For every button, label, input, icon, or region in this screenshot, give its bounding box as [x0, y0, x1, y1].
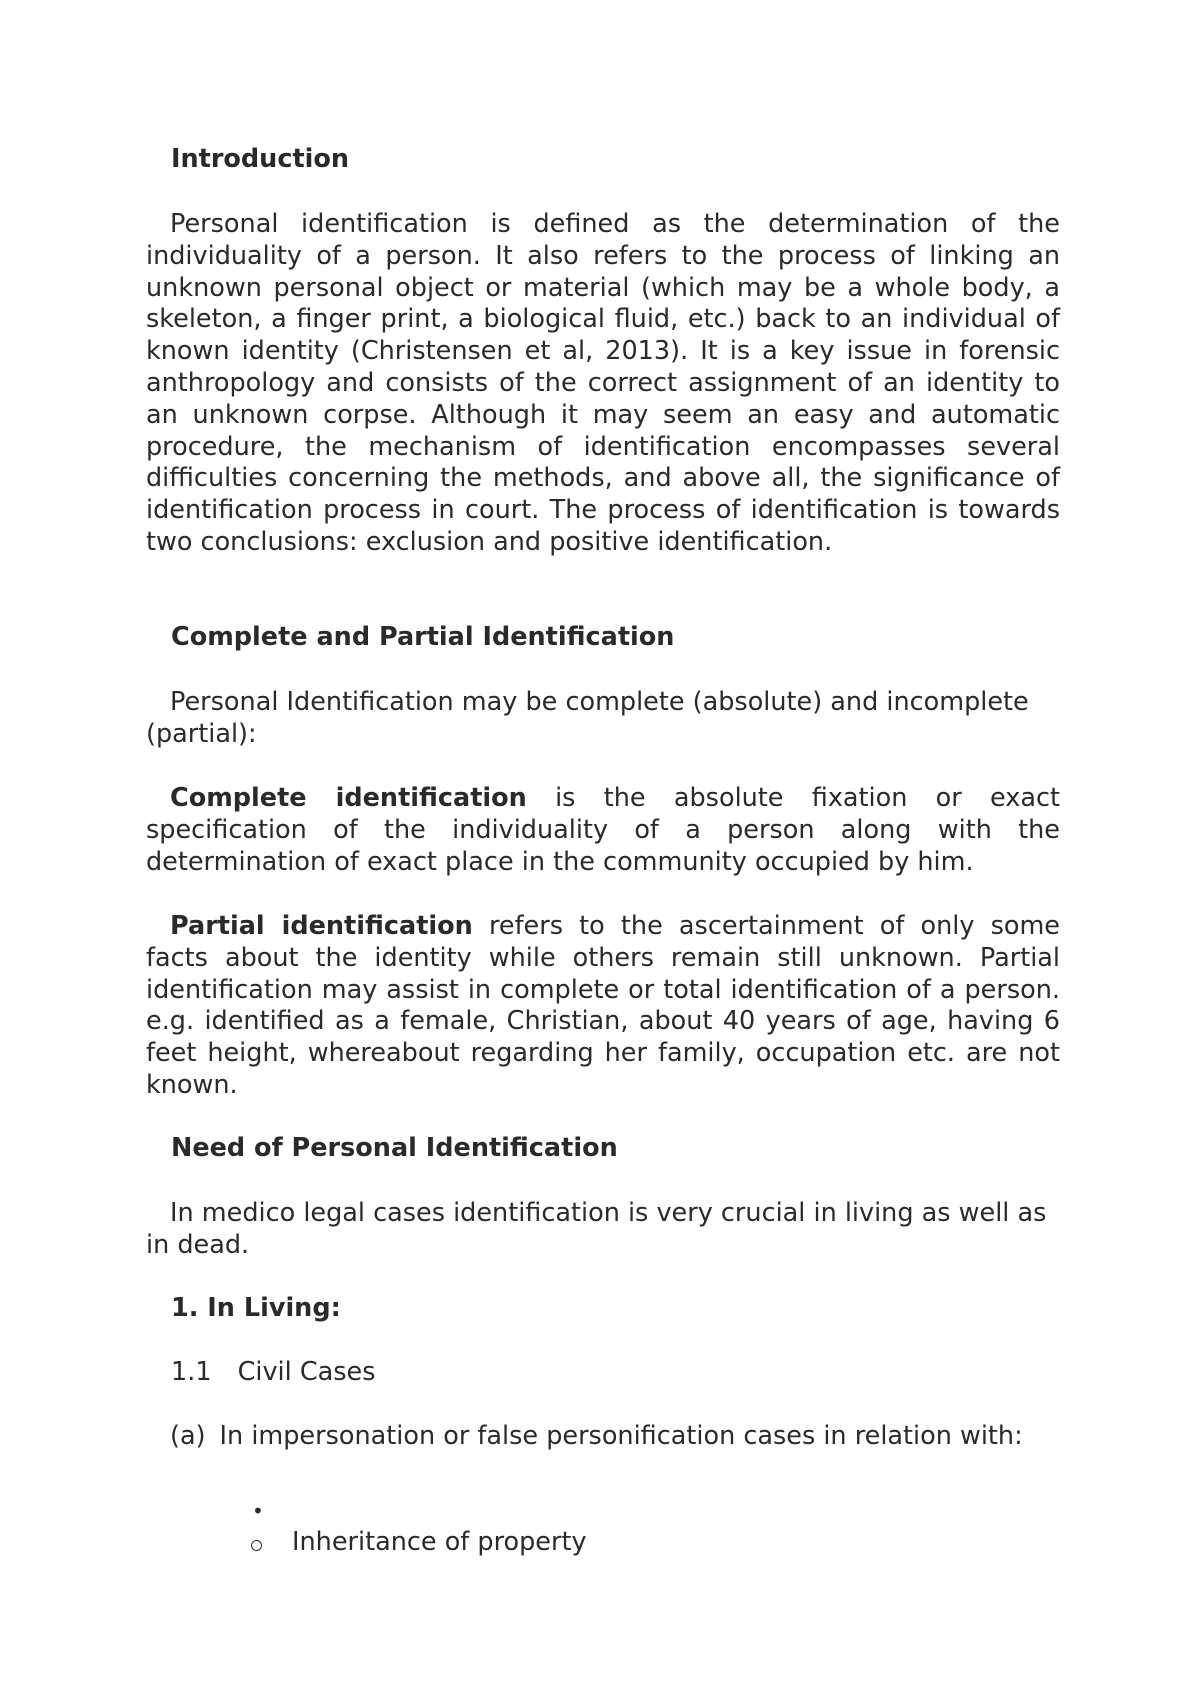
complete-identification-term: Complete identification — [170, 783, 527, 813]
heading-in-living: 1. In Living: — [171, 1293, 341, 1323]
item-a-text: In impersonation or false personification cases in relation with: — [219, 1421, 1023, 1451]
partial-identification-paragraph — [146, 911, 1060, 1102]
circle-bullet-icon — [251, 1540, 262, 1551]
partial-identification-term: Partial identification — [170, 911, 473, 941]
complete-identification-paragraph — [146, 783, 1060, 878]
civil-cases-line — [171, 1357, 1085, 1389]
sub-item-inheritance: Inheritance of property — [292, 1527, 587, 1557]
heading-complete-partial: Complete and Partial Identification — [171, 622, 675, 652]
civil-cases-number: 1.1 — [171, 1357, 212, 1387]
complete-partial-paragraph: Personal Identification may be complete (absolute) and incomplete (partial): — [146, 687, 1029, 749]
civil-cases-label: Civil Cases — [237, 1357, 376, 1387]
item-a-label: (a) — [170, 1421, 206, 1451]
heading-introduction: Introduction — [171, 144, 350, 174]
bullet-icon: • — [252, 1499, 264, 1523]
item-a-paragraph — [146, 1421, 1060, 1453]
heading-need-identification: Need of Personal Identification — [171, 1133, 618, 1163]
partial-identification-text: refers to the ascertainment of only some facts about the identity while others remain still unknown. Partial identification may assist in complete or total identification of a person. e.g. identified as a female, Christian, about 40 years of age, having 6 feet height, whereabout regarding her family, occupation etc. are not known. — [146, 911, 1060, 1100]
complete-identification-text: is the absolute fixation or exact specification of the individuality of a person along with the determination of exact place in the community occupied by him. — [146, 783, 1061, 877]
need-paragraph: In medico legal cases identification is very crucial in living as well as in dead. — [146, 1198, 1047, 1260]
intro-paragraph: Personal identification is defined as the determination of the individuality of a person. It also refers to the process of linking an unknown personal object or material (which may be a whole body, a skeleton, a finger print, a biological fluid, etc.) back to an individual of known identity (Christensen et al, 2013). It is a key issue in forensic anthropology and consists of the correct assignment of an identity to an unknown corpse. Although it may seem an easy and automatic procedure, the mechanism of identification encompasses several difficulties concerning the methods, and above all, the significance of identification process in court. The process of identification is towards two conclusions: exclusion and positive identification. — [146, 209, 1060, 557]
